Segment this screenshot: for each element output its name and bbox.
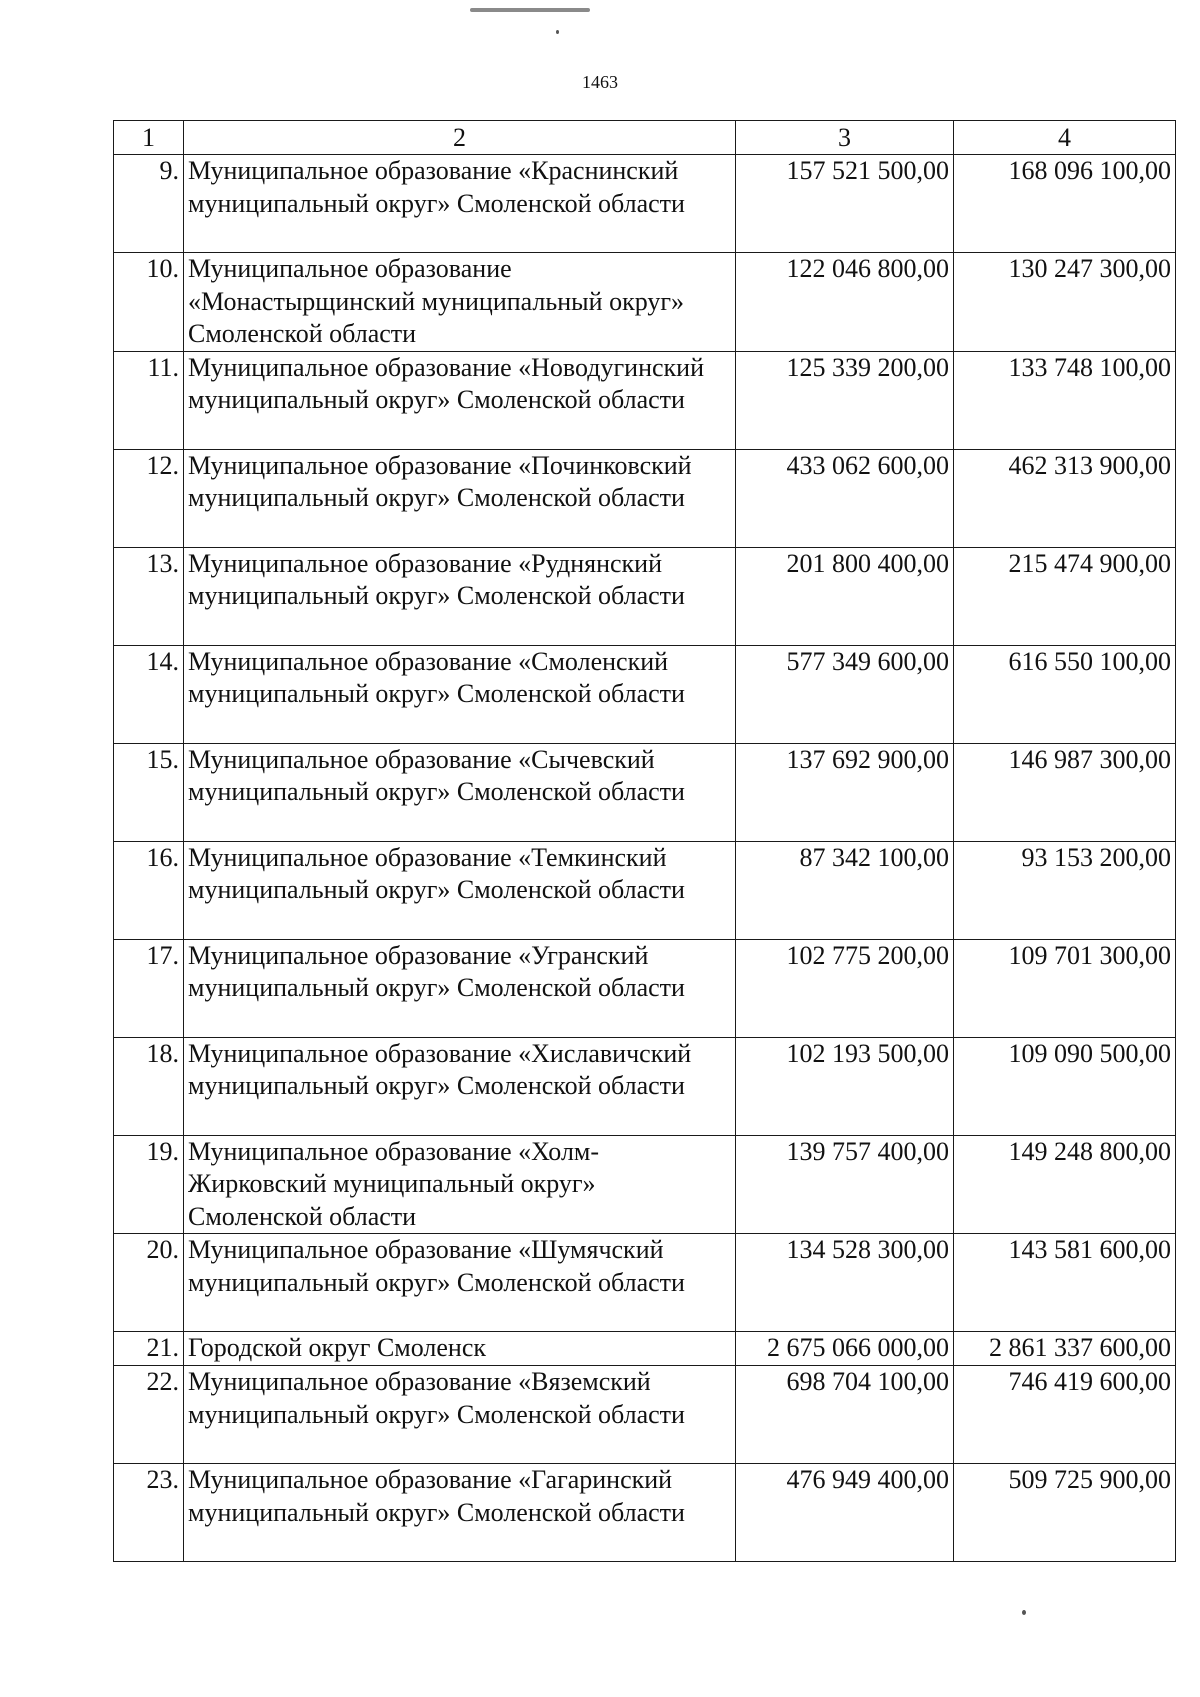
amount-col4: 109 701 300,00 (954, 939, 1176, 1037)
amount-col4: 616 550 100,00 (954, 645, 1176, 743)
amount-col3: 577 349 600,00 (736, 645, 954, 743)
row-number: 9. (114, 155, 184, 253)
amount-col4: 746 419 600,00 (954, 1366, 1176, 1464)
amount-col3: 139 757 400,00 (736, 1135, 954, 1234)
table-row (114, 449, 1176, 547)
row-number: 17. (114, 939, 184, 1037)
row-number: 14. (114, 645, 184, 743)
table-row (114, 1464, 1176, 1562)
row-number: 21. (114, 1332, 184, 1366)
amount-col4: 509 725 900,00 (954, 1464, 1176, 1562)
amount-col4: 133 748 100,00 (954, 351, 1176, 449)
row-number: 18. (114, 1037, 184, 1135)
amount-col3: 2 675 066 000,00 (736, 1332, 954, 1366)
amount-col4: 130 247 300,00 (954, 253, 1176, 352)
table-row (114, 645, 1176, 743)
municipality-name: Муниципальное образование «Починковский муниципальный округ» Смоленской области (184, 449, 736, 547)
column-header: 4 (954, 121, 1176, 155)
amount-col3: 433 062 600,00 (736, 449, 954, 547)
municipality-name: Муниципальное образование «Хиславичский муниципальный округ» Смоленской области (184, 1037, 736, 1135)
amount-col3: 476 949 400,00 (736, 1464, 954, 1562)
amount-col4: 2 861 337 600,00 (954, 1332, 1176, 1366)
table-row (114, 939, 1176, 1037)
municipality-name: Муниципальное образование «Сычевский муниципальный округ» Смоленской области (184, 743, 736, 841)
row-number: 15. (114, 743, 184, 841)
amount-col4: 143 581 600,00 (954, 1234, 1176, 1332)
municipality-name: Муниципальное образование «Шумячский муниципальный округ» Смоленской области (184, 1234, 736, 1332)
row-number: 20. (114, 1234, 184, 1332)
page-number: 1463 (582, 72, 618, 92)
municipality-name: Муниципальное образование «Вяземский муниципальный округ» Смоленской области (184, 1366, 736, 1464)
row-number: 12. (114, 449, 184, 547)
scan-artifact (1022, 1610, 1026, 1615)
row-number: 16. (114, 841, 184, 939)
amount-col3: 102 193 500,00 (736, 1037, 954, 1135)
municipality-name: Муниципальное образование «Руднянский муниципальный округ» Смоленской области (184, 547, 736, 645)
municipality-name: Муниципальное образование «Краснинский муниципальный округ» Смоленской области (184, 155, 736, 253)
amount-col4: 168 096 100,00 (954, 155, 1176, 253)
table-row (114, 1332, 1176, 1366)
amount-col3: 137 692 900,00 (736, 743, 954, 841)
table-row (114, 253, 1176, 352)
amount-col3: 134 528 300,00 (736, 1234, 954, 1332)
municipality-name: Муниципальное образование «Темкинский муниципальный округ» Смоленской области (184, 841, 736, 939)
municipality-name: Муниципальное образование «Гагаринский муниципальный округ» Смоленской области (184, 1464, 736, 1562)
table-row (114, 1037, 1176, 1135)
amount-col4: 215 474 900,00 (954, 547, 1176, 645)
row-number: 13. (114, 547, 184, 645)
amount-col3: 157 521 500,00 (736, 155, 954, 253)
column-header: 3 (736, 121, 954, 155)
amount-col4: 146 987 300,00 (954, 743, 1176, 841)
municipality-name: Муниципальное образование «Угранский муниципальный округ» Смоленской области (184, 939, 736, 1037)
table-row (114, 841, 1176, 939)
municipality-name: Муниципальное образование «Холм-Жирковский муниципальный округ» Смоленской области (184, 1135, 736, 1234)
municipality-name: Муниципальное образование «Смоленский муниципальный округ» Смоленской области (184, 645, 736, 743)
table-row (114, 1366, 1176, 1464)
table-row (114, 743, 1176, 841)
amount-col3: 122 046 800,00 (736, 253, 954, 352)
table-header-row (114, 121, 1176, 155)
column-header: 1 (114, 121, 184, 155)
amount-col3: 201 800 400,00 (736, 547, 954, 645)
scan-artifact (556, 30, 559, 34)
row-number: 22. (114, 1366, 184, 1464)
row-number: 19. (114, 1135, 184, 1234)
table-row (114, 547, 1176, 645)
amount-col3: 87 342 100,00 (736, 841, 954, 939)
row-number: 11. (114, 351, 184, 449)
table-row (114, 1234, 1176, 1332)
municipality-name: Муниципальное образование «Новодугинский муниципальный округ» Смоленской области (184, 351, 736, 449)
scan-artifact (470, 8, 590, 12)
amount-col4: 109 090 500,00 (954, 1037, 1176, 1135)
amount-col4: 149 248 800,00 (954, 1135, 1176, 1234)
table-row (114, 155, 1176, 253)
amount-col3: 698 704 100,00 (736, 1366, 954, 1464)
row-number: 10. (114, 253, 184, 352)
table-row (114, 1135, 1176, 1234)
municipality-name: Муниципальное образование «Монастырщинский муниципальный округ» Смоленской области (184, 253, 736, 352)
allocation-table (113, 120, 1176, 1562)
municipality-name: Городской округ Смоленск (184, 1332, 736, 1366)
column-header: 2 (184, 121, 736, 155)
table-row (114, 351, 1176, 449)
row-number: 23. (114, 1464, 184, 1562)
amount-col4: 462 313 900,00 (954, 449, 1176, 547)
amount-col4: 93 153 200,00 (954, 841, 1176, 939)
amount-col3: 102 775 200,00 (736, 939, 954, 1037)
amount-col3: 125 339 200,00 (736, 351, 954, 449)
